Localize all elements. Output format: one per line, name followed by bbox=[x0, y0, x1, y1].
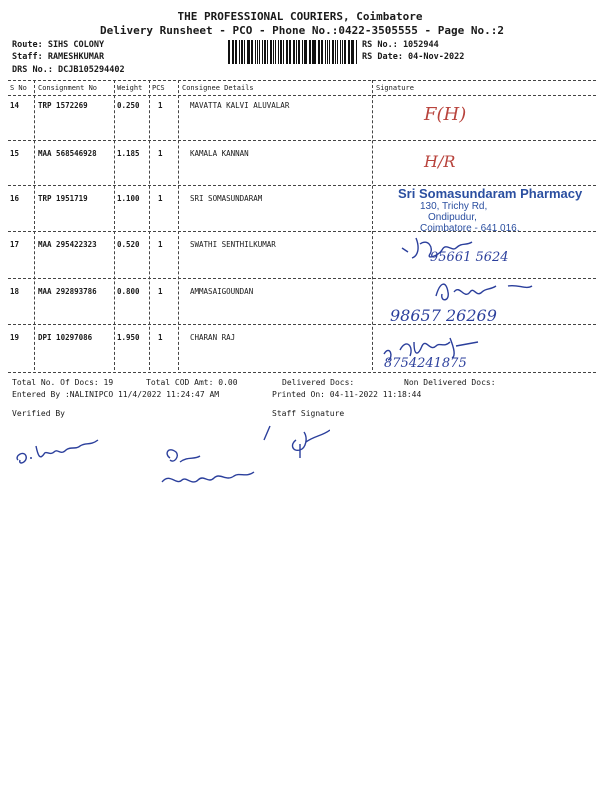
barcode-bar bbox=[233, 40, 234, 64]
row-weight: 1.100 bbox=[117, 194, 140, 203]
table-header-rule bbox=[8, 95, 596, 96]
barcode-bar bbox=[235, 40, 237, 64]
barcode-bar bbox=[329, 40, 330, 64]
col-consignment: Consignment No bbox=[38, 84, 98, 92]
barcode-bar bbox=[325, 40, 326, 64]
barcode-bar bbox=[270, 40, 272, 64]
barcode-bar bbox=[278, 40, 279, 64]
barcode-bar bbox=[305, 40, 307, 64]
row-consignee: SRI SOMASUNDARAM bbox=[190, 194, 263, 203]
barcode-bar bbox=[356, 40, 358, 64]
row-weight: 0.800 bbox=[117, 287, 140, 296]
row-consignee: MAVATTA KALVI ALUVALAR bbox=[190, 101, 290, 110]
barcode-bar bbox=[340, 40, 342, 64]
row-pcs: 1 bbox=[158, 194, 163, 203]
barcode-bar bbox=[289, 40, 290, 64]
row-sno: 19 bbox=[10, 333, 20, 342]
runsheet-subtitle: Delivery Runsheet - PCO - Phone No.:0422-3505555 - Page No.:2 bbox=[100, 24, 504, 37]
barcode-bar bbox=[348, 40, 349, 64]
barcode-bar bbox=[248, 40, 250, 64]
company-title: THE PROFESSIONAL COURIERS, Coimbatore bbox=[177, 10, 423, 23]
barcode-bar bbox=[286, 40, 288, 64]
table-row bbox=[0, 101, 600, 145]
row-weight: 1.185 bbox=[117, 149, 140, 158]
stamp-name: Sri Somasundaram Pharmacy bbox=[398, 186, 583, 201]
barcode-bar bbox=[267, 40, 268, 64]
row-consignment: TRP 1951719 bbox=[38, 194, 88, 203]
col-weight: Weight bbox=[117, 84, 143, 92]
row-consignment: MAA 295422323 bbox=[38, 240, 97, 249]
barcode-bar bbox=[264, 40, 266, 64]
barcode-bar bbox=[296, 40, 297, 64]
barcode-bar bbox=[247, 40, 248, 64]
row-sno: 17 bbox=[10, 240, 20, 249]
row-pcs: 1 bbox=[158, 240, 163, 249]
col-consignee: Consignee Details bbox=[182, 84, 254, 92]
drs-number: DRS No.: DCJB105294402 bbox=[12, 65, 125, 75]
barcode-bar bbox=[344, 40, 346, 64]
row-consignment: DPI 10297086 bbox=[38, 333, 93, 342]
barcode-bar bbox=[232, 40, 233, 64]
stamp-line3: Coimbatore - 641 016. bbox=[420, 223, 520, 234]
barcode-bar bbox=[298, 40, 300, 64]
row-pcs: 1 bbox=[158, 333, 163, 342]
signature-row18-phone: 98657 26269 bbox=[390, 306, 497, 325]
barcode-bar bbox=[327, 40, 329, 64]
total-cod: Total COD Amt: 0.00 bbox=[146, 378, 238, 387]
table-top-rule bbox=[8, 80, 596, 81]
non-delivered-docs: Non Delivered Docs: bbox=[404, 378, 496, 387]
table-bottom-rule bbox=[8, 372, 596, 373]
row-consignee: SWATHI SENTHILKUMAR bbox=[190, 240, 276, 249]
delivered-docs: Delivered Docs: bbox=[282, 378, 355, 387]
row-consignee: KAMALA KANNAN bbox=[190, 149, 249, 158]
signature-scribble-row18 bbox=[432, 276, 542, 304]
barcode-bar bbox=[255, 40, 256, 64]
table-row bbox=[0, 333, 600, 377]
barcode-bar bbox=[293, 40, 295, 64]
barcode-bar bbox=[259, 40, 261, 64]
stamp-line1: 130, Trichy Rd, bbox=[420, 201, 488, 212]
row-sno: 16 bbox=[10, 194, 20, 203]
row-consignee: CHARAN RAJ bbox=[190, 333, 236, 342]
col-pcs: PCS bbox=[152, 84, 165, 92]
staff-signature-label: Staff Signature bbox=[272, 409, 345, 418]
barcode-bar bbox=[321, 40, 323, 64]
barcode-bar bbox=[262, 40, 263, 64]
row-weight: 0.520 bbox=[117, 240, 140, 249]
rs-number: RS No.: 1052944 bbox=[362, 40, 439, 50]
barcode-bar bbox=[304, 40, 305, 64]
col-signature: Signature bbox=[376, 84, 414, 92]
rs-date: RS Date: 04-Nov-2022 bbox=[362, 52, 465, 62]
barcode-bar bbox=[275, 40, 276, 64]
barcode-bar bbox=[349, 40, 350, 64]
total-docs: Total No. Of Docs: 19 bbox=[12, 378, 114, 387]
barcode-bar bbox=[318, 40, 319, 64]
row-consignment: MAA 292893786 bbox=[38, 287, 97, 296]
signature-row19-phone: 8754241875 bbox=[384, 356, 467, 371]
row-consignee: AMMASAIGOUNDAN bbox=[190, 287, 254, 296]
barcode-bar bbox=[313, 40, 315, 64]
staff-signature bbox=[150, 422, 330, 502]
signature-row14: F(H) bbox=[424, 104, 467, 125]
entered-by: Entered By :NALINIPCO 11/4/2022 11:24:47 AM bbox=[12, 390, 220, 399]
col-sno: S No bbox=[10, 84, 27, 92]
barcode-bar bbox=[312, 40, 313, 64]
barcode-bar bbox=[228, 40, 230, 64]
staff-label: Staff: RAMESHKUMAR bbox=[12, 52, 105, 62]
barcode bbox=[228, 40, 358, 64]
barcode-bar bbox=[239, 40, 240, 64]
barcode-bar bbox=[337, 40, 338, 64]
barcode-bar bbox=[309, 40, 311, 64]
barcode-bar bbox=[302, 40, 303, 64]
row-rule bbox=[8, 140, 596, 141]
route-label: Route: SIHS COLONY bbox=[12, 40, 105, 50]
barcode-bar bbox=[319, 40, 320, 64]
pharmacy-stamp bbox=[398, 186, 583, 234]
signature-row17-phone: 95661 5624 bbox=[430, 250, 509, 265]
barcode-bar bbox=[342, 40, 343, 64]
printed-on: Printed On: 04-11-2022 11:18:44 bbox=[272, 390, 422, 399]
verified-by-label: Verified By bbox=[12, 409, 65, 418]
row-pcs: 1 bbox=[158, 101, 163, 110]
row-pcs: 1 bbox=[158, 287, 163, 296]
barcode-bar bbox=[332, 40, 334, 64]
barcode-bar bbox=[290, 40, 291, 64]
row-rule bbox=[8, 324, 596, 325]
barcode-bar bbox=[280, 40, 282, 64]
verified-signature bbox=[12, 438, 112, 472]
barcode-bar bbox=[244, 40, 245, 64]
barcode-bar bbox=[257, 40, 258, 64]
row-consignment: MAA 568546928 bbox=[38, 149, 97, 158]
row-weight: 0.250 bbox=[117, 101, 140, 110]
barcode-bar bbox=[241, 40, 243, 64]
barcode-bar bbox=[273, 40, 275, 64]
barcode-bar bbox=[335, 40, 336, 64]
stamp-line2: Ondipudur, bbox=[428, 212, 477, 223]
barcode-bar bbox=[251, 40, 253, 64]
row-consignment: TRP 1572269 bbox=[38, 101, 88, 110]
row-sno: 14 bbox=[10, 101, 20, 110]
row-sno: 15 bbox=[10, 149, 20, 158]
signature-row15: H/R bbox=[424, 152, 456, 171]
row-pcs: 1 bbox=[158, 149, 163, 158]
row-weight: 1.950 bbox=[117, 333, 140, 342]
barcode-bar bbox=[351, 40, 353, 64]
barcode-bar bbox=[283, 40, 284, 64]
row-sno: 18 bbox=[10, 287, 20, 296]
